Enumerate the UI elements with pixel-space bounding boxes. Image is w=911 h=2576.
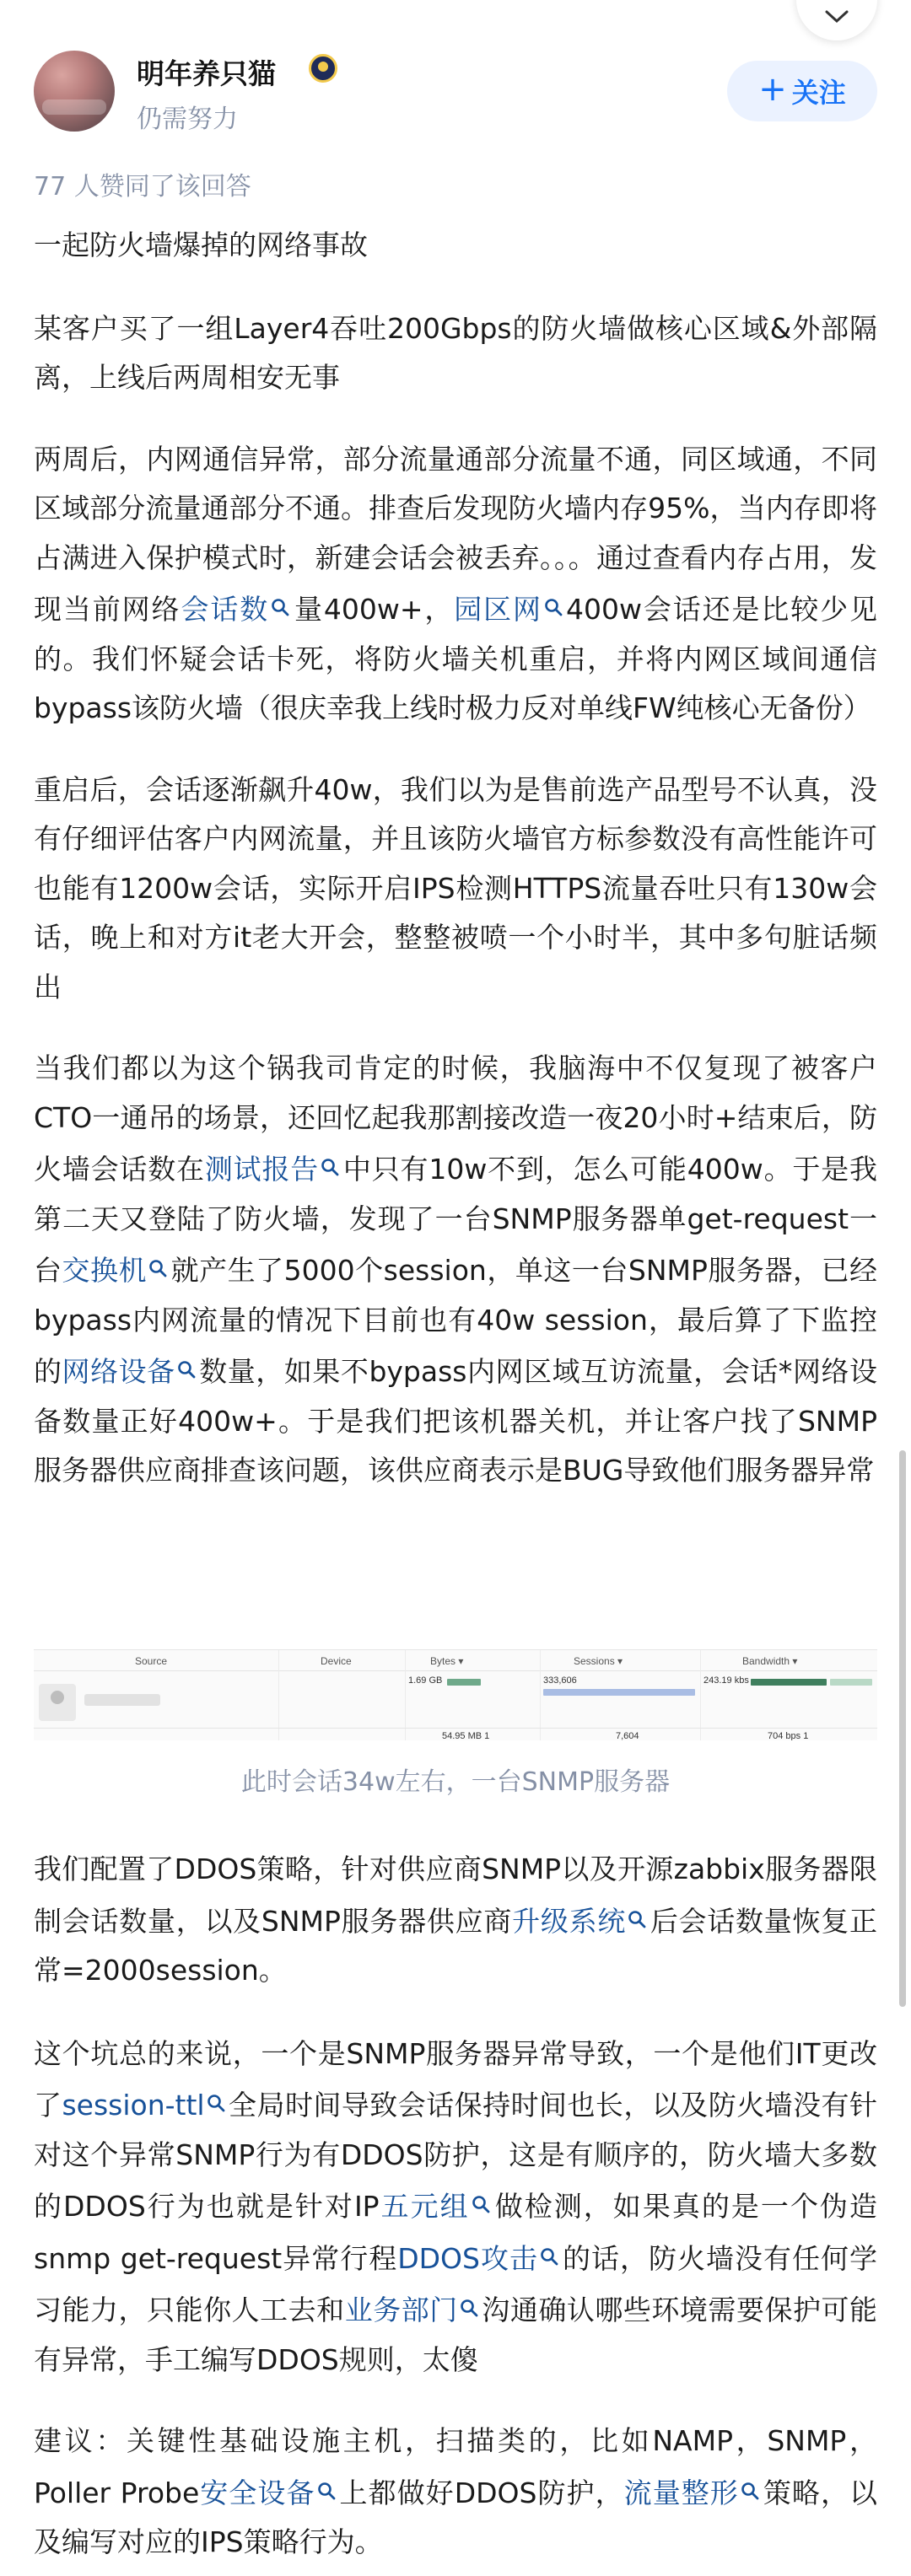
search-icon[interactable] [321,1143,339,1161]
image-caption: 此时会话34w左右，一台SNMP服务器 [240,1767,671,1797]
paragraph-text: 策略，以及编写对应的IPS策略行为。 [34,2476,878,2558]
verified-badge-icon [309,54,337,83]
paragraph-text: 建议：关键性基础设施主机，扫描类的，比如NAMP，SNMP，Poller Probe [34,2424,877,2509]
search-keyword-link[interactable]: 交换机 [62,1254,148,1287]
paragraph-text: 两周后，内网通信异常，部分流量通部分流量不通，同区域通，不同区域部分流量通部分不通。排查后发现防火墙内存95%，当内存即将占满进入保护模式时，新建会话会被丢弃。。。通过查看内存占用，发现当前网络 [34,442,877,626]
sessions-cell: 333,606 [543,1675,577,1686]
search-icon[interactable] [472,2180,490,2198]
search-keyword-link[interactable]: DDOS攻击 [397,2241,538,2275]
chevron-down-icon [823,8,850,25]
search-keyword-link[interactable]: 五元组 [379,2190,470,2223]
search-keyword-link[interactable]: 业务部门 [344,2294,458,2326]
bytes-cell: 54.95 MB 1 [442,1731,490,1740]
bytes-cell: 1.69 GB [408,1675,443,1686]
table-header: Sessions ▾ [574,1655,623,1667]
table-header: Bytes ▾ [430,1655,464,1667]
paragraph-text: 我们配置了DDOS策略，针对供应商SNMP以及开源zabbix服务器限制会话数量，以及SNMP服务器供应商 [34,1853,877,1938]
search-icon[interactable] [177,1345,196,1363]
paragraph [34,2417,877,2568]
paragraph-text: 量400w+， [293,593,455,626]
scrollbar[interactable] [899,1450,906,2007]
paragraph [34,1845,877,1996]
sessions-cell: 7,604 [616,1731,639,1740]
search-icon[interactable] [317,2466,336,2485]
search-keyword-link[interactable]: session-ttl [62,2089,205,2122]
paragraph-text: 后会话数量恢复正常=2000session。 [34,1904,877,1987]
follow-button[interactable] [727,61,877,121]
paragraph-text: 一起防火墙爆掉的网络事故 [34,229,368,261]
search-icon[interactable] [460,2283,478,2302]
paragraph-text: 400w会话还是比较少见的。我们怀疑会话卡死，将防火墙关机重启，并将内网区域间通信bypass该防火墙（很庆幸我上线时极力反对单线FW纯核心无备份） [34,593,878,724]
collapse-button[interactable] [796,0,877,40]
plus-icon: + [758,70,787,109]
search-icon[interactable] [207,2079,225,2097]
paragraph-text: 当我们都以为这个锅我司肯定的时候，我脑海中不仅复现了被客户CTO一通吊的场景，还回忆起我那割接改造一夜20小时+结束后，防火墙会话数在 [34,1051,877,1186]
paragraph-text: 这个坑总的来说，一个是SNMP服务器异常导致，一个是他们IT更改了 [34,2036,877,2122]
paragraph-text: 某客户买了一组Layer4吞吐200Gbps的防火墙做核心区域&外部隔离，上线后两周相安无事 [34,311,877,394]
search-keyword-link[interactable]: 流量整形 [623,2476,739,2509]
table-header: Device [321,1655,352,1667]
bandwidth-cell: 243.19 kbs [703,1675,749,1686]
avatar[interactable] [34,51,115,132]
search-icon[interactable] [628,1895,646,1913]
paragraph [34,2030,877,2385]
table-header: Bandwidth ▾ [742,1655,798,1667]
search-icon[interactable] [148,1244,167,1262]
search-keyword-link[interactable]: 网络设备 [62,1355,175,1388]
search-icon[interactable] [741,2466,759,2485]
likes-count: 77 人赞同了该回答 [34,172,251,202]
paragraph [34,435,877,734]
paragraph [34,766,877,1013]
paragraph-text: 的话，防火墙没有任何学习能力，只能你人工去和 [34,2241,877,2326]
sessions-table-image [34,1649,877,1740]
answer-body-bottom [34,1845,877,2576]
follow-label: 关注 [791,77,846,109]
author-card [34,51,877,135]
search-keyword-link[interactable]: 测试报告 [204,1153,320,1186]
answer-body-top [34,221,877,1528]
answer-image[interactable] [34,1649,877,1798]
paragraph-text: 沟通确认哪些环境需要保护可能有异常，手工编写DDOS规则，太傻 [34,2294,878,2376]
table-header: Source [135,1655,168,1667]
paragraph-text: 数量，如果不bypass内网区域互访流量，会话*网络设备数量正好400w+。于是我们把该机器关机，并让客户找了SNMP服务器供应商排查该问题，该供应商表示是BUG导致他们服务器异常 [34,1355,878,1487]
paragraph-text: 上都做好DDOS防护， [338,2476,624,2509]
paragraph [34,221,877,271]
user-icon [39,1684,76,1721]
author-name[interactable]: 明年养只猫 [137,57,276,90]
search-keyword-link[interactable]: 安全设备 [199,2476,315,2509]
paragraph [34,1044,877,1496]
author-bio: 仍需努力 [137,105,238,134]
search-keyword-link[interactable]: 会话数 [181,593,270,626]
search-icon[interactable] [544,583,563,601]
redacted-source [84,1694,160,1706]
paragraph-text: 全局时间导致会话保持时间也长，以及防火墙没有针对这个异常SNMP行为有DDOS防护，这是有顺序的，防火墙大多数的DDOS行为也就是针对IP [34,2089,878,2223]
paragraph-text: 重启后，会话逐渐飙升40w，我们以为是售前选产品型号不认真，没有仔细评估客户内网流量，并且该防火墙官方标参数没有高性能许可也能有1200w会话，实际开启IPS检测HTTPS流量吞吐只有130w会话，晚上和对方it老大开会，整整被喷一个小时半，其中多句脏话频出 [34,772,877,1003]
paragraph-text: 就产生了5000个session，单这一台SNMP服务器，已经bypass内网流量的情况下目前也有40w session，最后算了下监控的 [34,1254,877,1388]
paragraph-text: 做检测，如果真的是一个伪造snmp get-request异常行程 [34,2190,877,2275]
paragraph [34,304,877,403]
search-keyword-link[interactable]: 升级系统 [512,1904,627,1938]
search-icon[interactable] [540,2232,558,2251]
search-keyword-link[interactable]: 园区网 [454,593,542,626]
search-icon[interactable] [271,583,289,601]
paragraph-text: 中只有10w不到，怎么可能400w。于是我第二天又登陆了防火墙，发现了一台SNMP服务器单get-request一台 [34,1153,878,1287]
bandwidth-cell: 704 bps 1 [768,1731,809,1740]
